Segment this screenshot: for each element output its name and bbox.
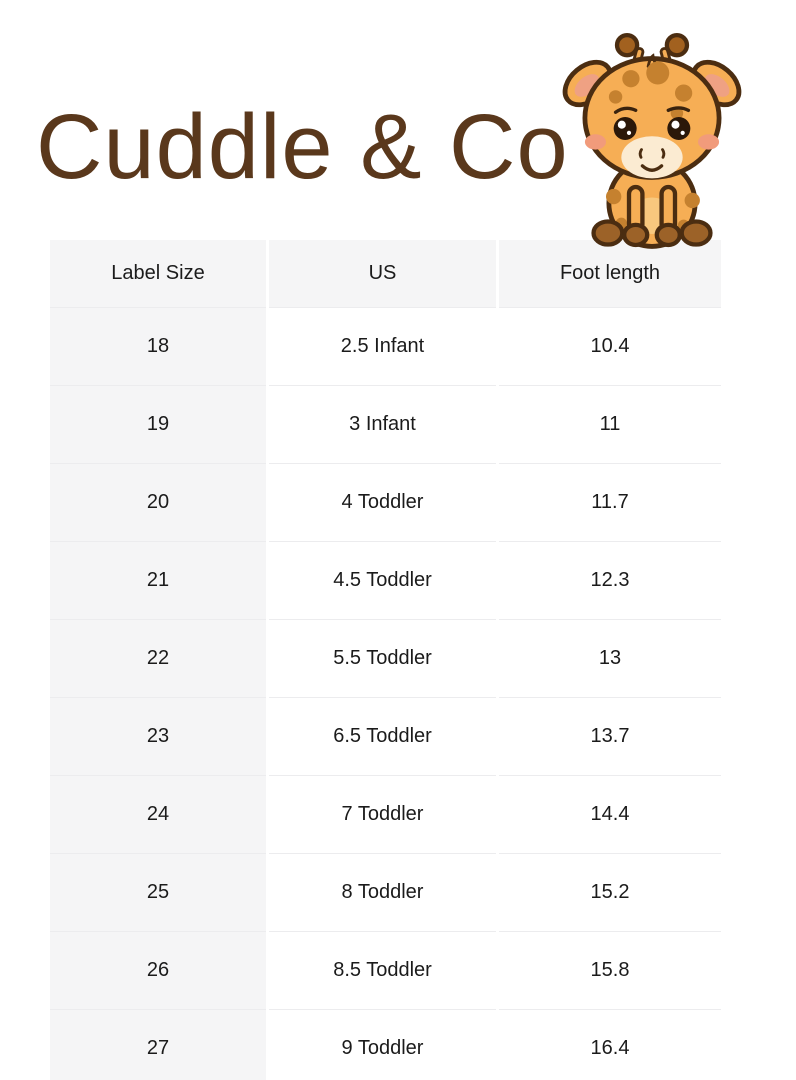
table-cell: 19	[50, 386, 266, 464]
table-cell: 11.7	[499, 464, 721, 542]
table-cell: 16.4	[499, 1010, 721, 1080]
table-row	[50, 932, 721, 1010]
table-cell: 6.5 Toddler	[269, 698, 496, 776]
table-cell: 14.4	[499, 776, 721, 854]
table-cell: 25	[50, 854, 266, 932]
table-cell: 24	[50, 776, 266, 854]
table-row	[50, 776, 721, 854]
table-cell: 9 Toddler	[269, 1010, 496, 1080]
table-cell: 26	[50, 932, 266, 1010]
column-header-label-size: Label Size	[50, 240, 266, 308]
table-cell: 12.3	[499, 542, 721, 620]
table-row	[50, 542, 721, 620]
table-row	[50, 620, 721, 698]
table-row	[50, 1010, 721, 1080]
table-cell: 10.4	[499, 308, 721, 386]
table-cell: 5.5 Toddler	[269, 620, 496, 698]
table-cell: 15.2	[499, 854, 721, 932]
table-cell: 27	[50, 1010, 266, 1080]
table-cell: 21	[50, 542, 266, 620]
table-cell: 8 Toddler	[269, 854, 496, 932]
table-row	[50, 854, 721, 932]
table-cell: 13.7	[499, 698, 721, 776]
table-cell: 7 Toddler	[269, 776, 496, 854]
giraffe-mascot-icon	[556, 26, 748, 256]
table-cell: 13	[499, 620, 721, 698]
table-cell: 2.5 Infant	[269, 308, 496, 386]
column-header-us: US	[269, 240, 496, 308]
brand-title: Cuddle & Co	[36, 96, 569, 198]
table-row	[50, 464, 721, 542]
table-cell: 3 Infant	[269, 386, 496, 464]
table-row	[50, 386, 721, 464]
table-cell: 4 Toddler	[269, 464, 496, 542]
size-chart-body	[50, 308, 721, 1080]
table-cell: 8.5 Toddler	[269, 932, 496, 1010]
table-cell: 22	[50, 620, 266, 698]
size-chart-table	[47, 240, 724, 1080]
table-cell: 23	[50, 698, 266, 776]
table-row	[50, 308, 721, 386]
table-row	[50, 698, 721, 776]
table-cell: 20	[50, 464, 266, 542]
table-cell: 4.5 Toddler	[269, 542, 496, 620]
table-cell: 11	[499, 386, 721, 464]
table-cell: 18	[50, 308, 266, 386]
column-header-foot-length: Foot length	[499, 240, 721, 308]
table-cell: 15.8	[499, 932, 721, 1010]
